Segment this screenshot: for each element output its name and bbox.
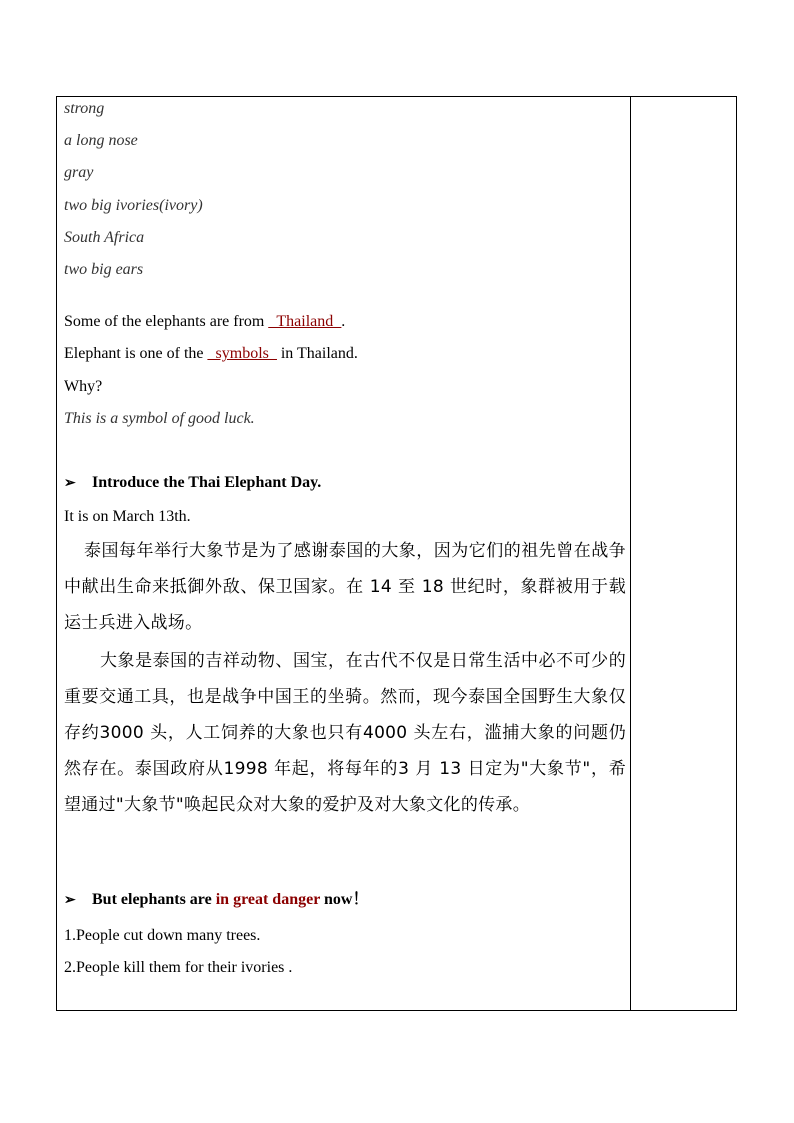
- vocab-item: a long nose: [64, 132, 138, 149]
- reason-item: 2.People kill them for their ivories .: [64, 959, 293, 976]
- intro-heading: ➢ Introduce the Thai Elephant Day.: [64, 473, 321, 494]
- chinese-paragraph-2: 大象是泰国的吉祥动物、国宝，在古代不仅是日常生活中必不可少的重要交通工具，也是战争中国王的坐骑。然而，现今泰国全国野生大象仅存约3000 头，人工饲养的大象也只有4000 头左右，滥捕大象的问题仍然存在。泰国政府从1998 年起，将每年的3 月 13 日定为"大象节"，希望通过"大象节"唤起民众对大象的爱护及对大象文化的传承。: [64, 651, 626, 815]
- blank-answer: _Thailand_: [268, 313, 342, 330]
- vocab-item: gray: [64, 164, 94, 181]
- danger-highlight: in great danger: [215, 891, 321, 908]
- sentence-thailand: Some of the elephants are from _Thailand_.: [64, 313, 346, 330]
- reason-item: 1.People cut down many trees.: [64, 927, 261, 944]
- why-question: Why?: [64, 378, 103, 395]
- chinese-paragraph-1: 泰国每年举行大象节是为了感谢泰国的大象，因为它们的祖先曾在战争中献出生命来抵御外敌、保卫国家。在 14 至 18 世纪时，象群被用于载运士兵进入战场。: [64, 541, 626, 633]
- arrow-bullet-icon: ➢: [64, 476, 76, 491]
- vocab-item: South Africa: [64, 229, 145, 246]
- vocab-item: two big ivories(ivory): [64, 197, 203, 214]
- vocab-item: two big ears: [64, 261, 144, 278]
- lesson-table: [56, 96, 737, 1011]
- danger-heading: ➢ But elephants are in great danger now！: [64, 890, 368, 911]
- sentence-symbols: Elephant is one of the _symbols_ in Thailand.: [64, 345, 358, 362]
- why-answer: This is a symbol of good luck.: [64, 410, 255, 427]
- column-divider: [630, 97, 631, 1010]
- arrow-bullet-icon: ➢: [64, 893, 76, 908]
- date-line: It is on March 13th.: [64, 508, 191, 525]
- vocab-item: strong: [64, 100, 105, 117]
- blank-answer: _symbols_: [207, 345, 277, 362]
